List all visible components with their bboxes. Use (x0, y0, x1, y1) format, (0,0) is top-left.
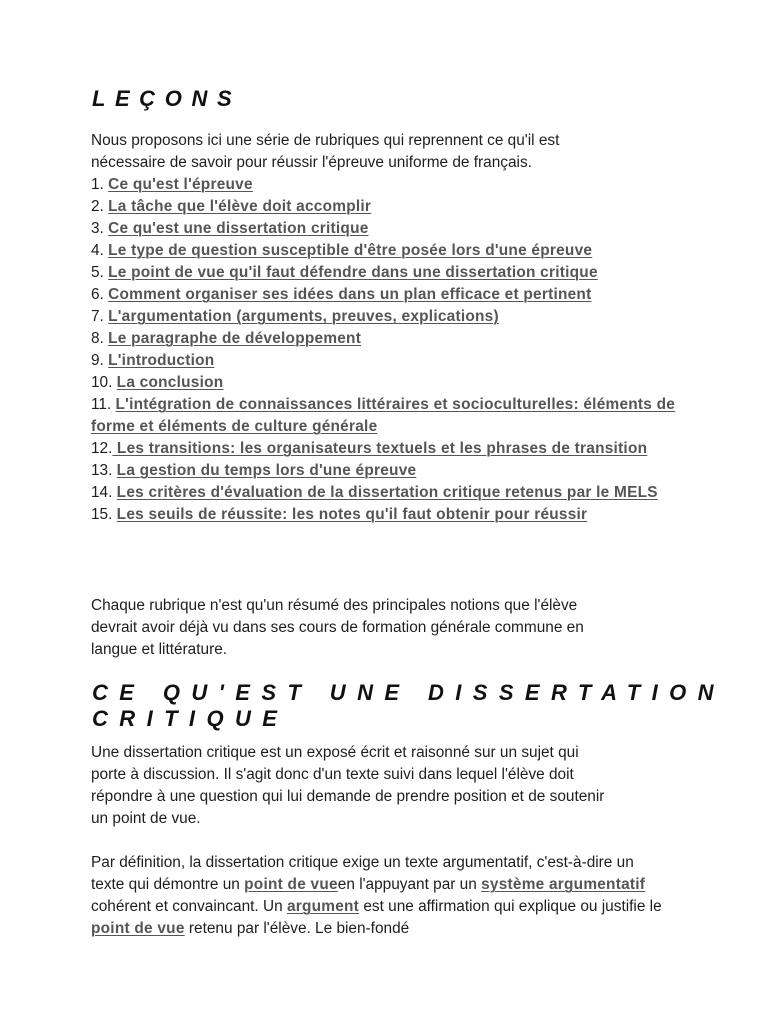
lesson-item-12 (91, 438, 691, 460)
lesson-link-5[interactable]: Le point de vue qu'il faut défendre dans une dissertation critique (108, 264, 598, 281)
note-line-3: langue et littérature. (91, 641, 228, 658)
text-segment: retenu par l'élève. Le bien-fondé (184, 920, 410, 937)
lesson-number: 3. (91, 220, 109, 237)
lesson-item-2 (91, 196, 691, 218)
lesson-link-4[interactable]: Le type de question susceptible d'être posée lors d'une épreuve (108, 242, 593, 259)
intro-text (91, 130, 691, 174)
lesson-link-6[interactable]: Comment organiser ses idées dans un plan efficace et pertinent (108, 286, 592, 303)
dissertation-title (92, 680, 725, 732)
dissertation-title-line-1: CE QU'EST UNE DISSERTATION (92, 680, 725, 705)
text-segment: cohérent et convaincant. Un (91, 898, 287, 915)
argument-link[interactable]: argument (286, 898, 360, 915)
lesson-number: 11. (91, 396, 116, 413)
lesson-link-1[interactable]: Ce qu'est l'épreuve (108, 176, 253, 193)
lesson-link-2[interactable]: La tâche que l'élève doit accomplir (108, 198, 372, 215)
systeme-argumentatif-link[interactable]: système argumentatif (481, 876, 646, 893)
lesson-item-3 (91, 218, 691, 240)
lesson-link-9[interactable]: L'introduction (108, 352, 215, 369)
rubrique-note (91, 595, 691, 661)
point-de-vue-link[interactable]: point de vue (244, 876, 338, 893)
intro-line-1: Nous proposons ici une série de rubriques qui reprennent ce qu'il est (91, 132, 560, 149)
lesson-item-11 (91, 394, 691, 438)
lesson-item-14 (91, 482, 691, 504)
lesson-link-15[interactable]: Les seuils de réussite: les notes qu'il faut obtenir pour réussir (116, 506, 588, 523)
lesson-item-7 (91, 306, 691, 328)
intro-line-2: nécessaire de savoir pour réussir l'épreuve uniforme de français. (91, 154, 532, 171)
lessons-list (91, 174, 691, 526)
lesson-item-6 (91, 284, 691, 306)
lesson-number: 2. (91, 198, 109, 215)
lesson-number: 15. (91, 506, 117, 523)
dissertation-definition (91, 742, 691, 830)
lesson-item-4 (91, 240, 691, 262)
definition-line-2: porte à discussion. Il s'agit donc d'un texte suivi dans lequel l'élève doit (91, 766, 574, 783)
lesson-item-1 (91, 174, 691, 196)
lesson-link-7[interactable]: L'argumentation (arguments, preuves, explications) (108, 308, 499, 325)
lesson-item-9 (91, 350, 691, 372)
argumentative-paragraph (91, 852, 671, 940)
definition-line-3: répondre à une question qui lui demande de prendre position et de soutenir (91, 788, 605, 805)
lesson-link-14[interactable]: Les critères d'évaluation de la dissertation critique retenus par le MELS (116, 484, 658, 501)
text-segment: en l'appuyant par un (337, 876, 482, 893)
lesson-number: 5. (91, 264, 109, 281)
definition-line-4: un point de vue. (91, 810, 201, 827)
text-segment: Par définition, la dissertation critique exige un texte argumentatif, c'est-à-dire un texte qui démontre un (91, 854, 634, 893)
lesson-link-12[interactable]: Les transitions: les organisateurs textuels et les phrases de transition (112, 440, 648, 457)
lesson-link-10[interactable]: La conclusion (116, 374, 224, 391)
lesson-number: 1. (91, 176, 109, 193)
definition-line-1: Une dissertation critique est un exposé écrit et raisonné sur un sujet qui (91, 744, 579, 761)
note-line-2: devrait avoir déjà vu dans ses cours de formation générale commune en (91, 619, 584, 636)
lesson-number: 4. (91, 242, 109, 259)
note-line-1: Chaque rubrique n'est qu'un résumé des principales notions que l'élève (91, 597, 578, 614)
lecons-title: LEÇONS (92, 86, 242, 111)
lesson-item-5 (91, 262, 691, 284)
lesson-number: 6. (91, 286, 109, 303)
text-segment: est une affirmation qui explique ou justifie le (359, 898, 662, 915)
lesson-number: 14. (91, 484, 117, 501)
lesson-number: 12. (91, 440, 113, 457)
argumentative-text (91, 852, 671, 940)
lesson-item-15 (91, 504, 691, 526)
lecons-section (91, 130, 691, 526)
point-de-vue-link-2[interactable]: point de vue (91, 920, 185, 937)
lesson-item-13 (91, 460, 691, 482)
lesson-number: 10. (91, 374, 117, 391)
lesson-link-3[interactable]: Ce qu'est une dissertation critique (108, 220, 369, 237)
lesson-item-8 (91, 328, 691, 350)
lesson-link-11[interactable]: L'intégration de connaissances littéraires et socioculturelles: éléments de forme et éléments de culture générale (91, 396, 676, 435)
lesson-link-13[interactable]: La gestion du temps lors d'une épreuve (116, 462, 417, 479)
dissertation-title-line-2: CRITIQUE (92, 706, 289, 731)
lesson-number: 13. (91, 462, 117, 479)
lesson-item-10 (91, 372, 691, 394)
lesson-number: 7. (91, 308, 109, 325)
definition-text (91, 742, 691, 830)
note-text (91, 595, 691, 661)
lesson-link-8[interactable]: Le paragraphe de développement (108, 330, 362, 347)
lesson-number: 9. (91, 352, 109, 369)
lesson-number: 8. (91, 330, 109, 347)
